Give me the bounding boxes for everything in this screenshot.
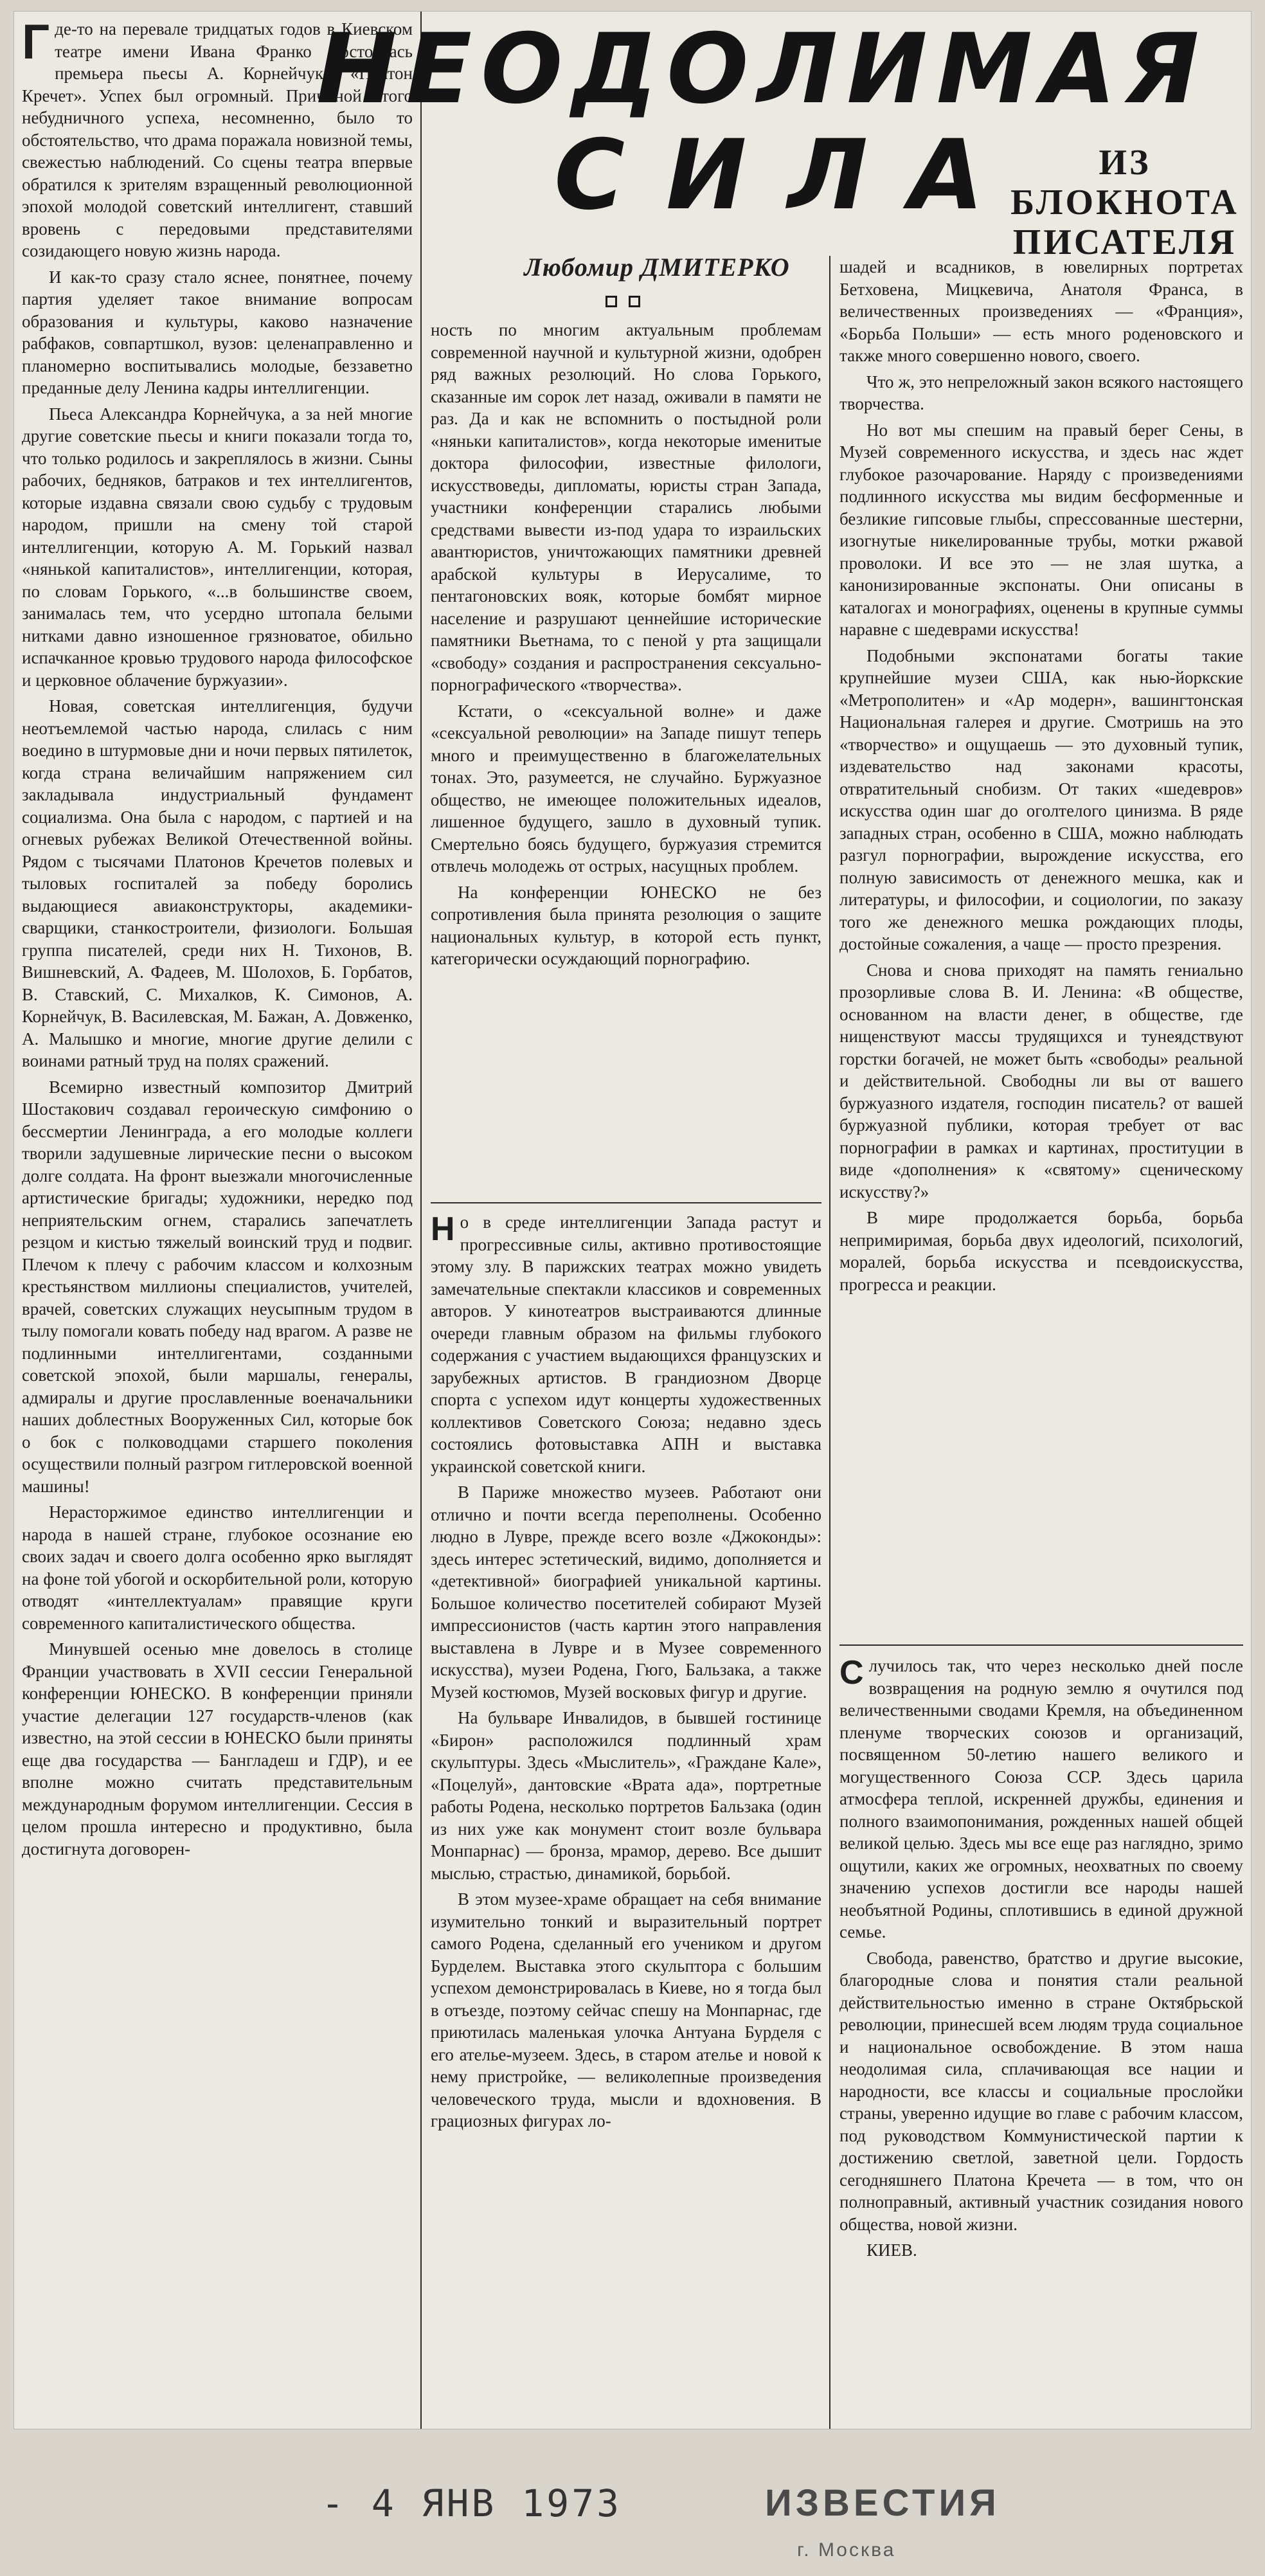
headline-line-1: НЕОДОЛИМАЯ — [316, 14, 1208, 125]
paragraph: Что ж, это непреложный закон всякого настоящего творчества. — [839, 372, 1243, 413]
sign-off: КИЕВ. — [866, 2240, 917, 2260]
paragraph: Нерасторжимое единство интеллигенции и народа в нашей стране, глубокое осознание ею своих задач и своего долга особенно ярко выглядят на фоне той убогой и оскорбительной роли, которую отводят «интеллектуалам» правящие круги современного капиталистического общества. — [22, 1502, 413, 1633]
paragraph-text: о в среде интеллигенции Запада растут и прогрессивные силы, активно противостоящие этому злу. В парижских театрах можно увидеть замечательные спектакли классиков и современных авторов. У кинотеатров выстраиваются длинные очереди главным образом на фильмы глубокого содержания с участием выдающихся французских и зарубежных артистов. В грандиозном Дворце спорта с успехом идут концерты художественных коллективов Советского Союза; недавно здесь состоялись фотовыставка АПН и выставка украинской советской книги. — [431, 1212, 821, 1476]
paragraph — [431, 1211, 821, 1477]
subtitle-line-2: ПИСАТЕЛЯ — [1012, 222, 1237, 262]
ornament-squares — [606, 296, 640, 307]
newspaper-clipping — [14, 12, 1251, 2429]
headline-subtitle — [1003, 143, 1247, 262]
paragraph: В этом музее-храме обращает на себя внимание изумительно тонкий и выразительный портрет самого Родена, сделанный его учеником и другом Бурделем. Выставка этого скульптора с большим успехом демонстрировалась в Киеве, но я тогда был в отъезде, поэтому сейчас спешу на Монпарнас, где приютилась маленькая улочка Антуана Бурделя с его ателье-музеем. Здесь, в старом ателье и новой к нему пристройке, — великолепные произведения человеческого труда, мысли и вдохновения. В грациозных фигурах ло- — [431, 1889, 821, 2130]
drop-cap: Н — [431, 1211, 455, 1248]
paragraph: Новая, советская интеллигенция, будучи неотъемлемой частью народа, слилась с ним воедино в штурмовые дни и ночи первых пятилеток, когда страна величайшим напряжением сил закладывала индустриальный фундамент социализма. Она была с народом, с партией и на огневых рубежах Великой Отечественной войны. Рядом с тысячами Платонов Кречетов полевых и тыловых госпиталей за победу боролись выдающиеся авиаконструкторы, академики-сварщики, станкостроители, физиологи. Большая группа писателей, среди них Н. Тихонов, В. Вишневский, А. Фадеев, М. Шолохов, Б. Горбатов, В. Ставский, С. Михалков, К. Симонов, А. Корнейчук, В. Василевская, М. Бажан, А. Довженко, А. Малышко и многие, многие другие делили с воинами ратный труд на полях сражений. — [22, 696, 413, 1070]
paragraph-text: де-то на перевале тридцатых годов в Киевском театре имени Ивана Франко состоялась премьера пьесы А. Корнейчука «Платон Кречет». Успех был огромный. Причиной этого небудничного успеха, несомненно, было то обстоятельство, что драма поражала новизной темы, свежестью наблюдений. Со сцены театра впервые обратился к зрителям взращенный революционной эпохой молодой советский интеллигент, ставший вровень с передовыми представителями созидающего новую жизнь народа. — [22, 19, 413, 260]
headline-line-2: СИЛА — [554, 120, 1025, 231]
paragraph: Всемирно известный композитор Дмитрий Шостакович создавал героическую симфонию о бессмертии Ленинграда, а его молодые коллеги творили задушевные лирические песни о высоком долге солдата. На фронт выезжали многочисленные артистические бригады; художники, нередко под неприятельским огнем, старались запечатлеть резцом и кистью тяжелый воинский труд и подвиг. Плечом к плечу с рабочим классом и колхозным крестьянством миллионы специалистов, учителей, врачей, советских служащих неусыпным трудом в тылу помогали ковать победу над врагом. А разве не подлинными интеллигентами, созданными советской эпохой, были маршалы, генералы, адмиралы и другие прославленные военачальники наших доблестных Вооруженных Сил, которые бок о бок с полководцами старшего поколения осуществили полный разгром гитлеровской военной машины! — [22, 1077, 413, 1496]
author-byline: Любомир ДМИТЕРКО — [524, 253, 790, 282]
paragraph: Минувшей осенью мне довелось в столице Франции участвовать в XVII сессии Генеральной конференции ЮНЕСКО. В конференции приняли участие делегации 127 государств-членов (как известно, на этой сессии в ЮНЕСКО были приняты еще два государства — Бангладеш и ГДР), и ее вполне можно считать представительным международным форумом интеллигенции. Сессия в целом прошла интересно и продуктивно, была достигнута договорен- — [22, 1639, 413, 1859]
section-divider — [431, 1202, 821, 1203]
paragraph: Кстати, о «сексуальной волне» и даже «сексуальной революции» на Западе пишут теперь много и преимущественно в благожелательных тонах. Это, разумеется, не случайно. Буржуазное общество, не имеющее положительных идеалов, лишенное будущего, зашло в духовный тупик. Смертельно боясь будущего, буржуазия стремится отвлечь молодежь от острых, насущных проблем. — [431, 701, 821, 876]
city-stamp: г. Москва — [797, 2539, 896, 2561]
paragraph: В мире продолжается борьба, борьба непримиримая, борьба двух идеологий, психологий, моралей, борьба искусства и псевдоискусства, прогресса и реакции. — [839, 1208, 1243, 1294]
paragraph-text: лучилось так, что через несколько дней после возвращения на родную землю я очутился под величественными сводами Кремля, на объединенном пленуме творческих союзов и организаций, посвященном 50-летию нашего великого и могущественного Союза ССР. Здесь царила атмосфера теплой, искренней дружбы, единения и полного взаимопонимания, рожденных нашей общей великой целью. Здесь мы все еще раз наглядно, зримо ощутили, каких же огромных, неохватных по своему значению успехов достигли все народы нашей необъятной Родины, сплотившись в единой дружной семье. — [839, 1656, 1243, 1941]
newspaper-stamp: ИЗВЕСТИЯ — [765, 2482, 1000, 2524]
article-column-2-top — [431, 319, 821, 1193]
paragraph: Свобода, равенство, братство и другие высокие, благородные слова и понятия стали реальной действительностью именно в стране Октябрьской революции, принесшей всем людям труда социальное и национальное освобождение. В этом наша неодолимая сила, сплачивающая все нации и народности, все классы и социальные прослойки страны, уверенно идущие во главе с рабочим классом, под руководством Коммунистической партии к достижению светлой, заветной цели. Гордость сегодняшнего Платона Кречета — в том, что он полноправный, активный участник созидания нового общества, новой жизни. — [839, 1948, 1243, 2234]
article-column-2-bottom — [431, 1211, 821, 2429]
subtitle-line-1: ИЗ БЛОКНОТА — [1010, 143, 1239, 222]
column-divider — [829, 256, 830, 2429]
paragraph: Подобными экспонатами богаты такие крупнейшие музеи США, как нью-йоркские «Метрополитен» и «Ар модерн», вашингтонская Национальная галерея и другие. Смотришь на это «творчество» и ощущаешь — это духовный тупик, издевательство над законами красоты, отвратительный снобизм. От таких «шедевров» искусства один шаг до оголтелого цинизма. В ряде западных стран, особенно в США, можно наблюдать разгул порнографии, вырождение искусства, его полную зависимость от денежного мешка, как и литературы, и философии, и социологии, по заказу того же денежного мешка рождающих плоды, достойные сожаления, а чаще — просто презрения. — [839, 645, 1243, 953]
paragraph: На бульваре Инвалидов, в бывшей гостинице «Бирон» расположился подлинный храм скульптуры. Здесь «Мыслитель», «Граждане Кале», «Поцелуй», дантовские «Врата ада», портретные работы Родена, несколько портретов Бальзака (один из них уже как монумент стоит возле бульвара Монпарнас) — бронза, мрамор, дерево. Все дышит мыслью, страстью, динамикой, борьбой. — [431, 1708, 821, 1883]
date-stamp: - 4 ЯНВ 1973 — [321, 2481, 622, 2525]
paragraph: В Париже множество музеев. Работают они отлично и почти всегда переполнены. Особенно людно в Лувре, прежде всего возле «Джоконды»: здесь интерес эстетический, видимо, дополняется и «детективной» биографией уникальной картины. Большое количество посетителей собирают Музей импрессионистов (часть картин этого направления выставлена в Лувре и в Музее современного искусства), музеи Родена, Гюго, Бальзака, а также Музей костюмов, Музей восковых фигур и другие. — [431, 1482, 821, 1702]
paragraph: шадей и всадников, в ювелирных портретах Бетховена, Мицкевича, Анатоля Франса, в величественных произведениях — «Франция», «Борьба Польши» — есть много роденовского и также много совершенно нового, своего. — [839, 257, 1243, 365]
paragraph: На конференции ЮНЕСКО не без сопротивления была принята резолюция о защите национальных культур, в которой есть пункт, категорически осуждающий порнографию. — [431, 882, 821, 968]
paragraph: ность по многим актуальным проблемам современной научной и культурной жизни, одобрен ряд важных резолюций. Но слова Горького, сказанные им сорок лет назад, оживали в памяти не раз. Да и как не вспомнить о постыдной роли «няньки капиталистов», когда некоторые именитые доктора философии, известные филологи, искусствоведы, дипломаты, юристы стран Запада, участники конференции старались любыми средствами вывести из-под удара то израильских авантюристов, уничтожающих памятники древней арабской культуры в Иерусалиме, то пентагоновских вояк, которые бомбят мирное население и разрушают ценнейшие исторические памятники Вьетнама, то с пеной у рта защищали «свободу» создания и распространения сексуально-порнографического «творчества». — [431, 320, 821, 694]
article-column-3-bottom — [839, 1655, 1243, 2429]
article-column-3-top — [839, 256, 1243, 1638]
article-column-1 — [22, 18, 413, 2429]
drop-cap: Г — [22, 18, 50, 69]
drop-cap: С — [839, 1655, 864, 1691]
section-divider — [839, 1644, 1243, 1646]
paragraph: Пьеса Александра Корнейчука, а за ней многие другие советские пьесы и книги показали тогда то, что только родилось и закреплялось в жизни. Сыны рабочих, бедняков, батраков и тех интеллигентов, которые издавна связали свою судьбу с трудовым народом, пришли на смену той старой интеллигенции, которую А. М. Горький назвал «нянькой капиталистов», интеллигенции, которая, по словам Горького, «...в большинстве своем, занималась тем, что усердно штопала белыми нитками давно изношенное грязноватое, обильно испачканное кровью трудового народа философское и церковное облачение буржуазии». — [22, 404, 413, 690]
column-divider — [420, 12, 422, 2429]
paragraph: Снова и снова приходят на память гениально прозорливые слова В. И. Ленина: «В обществе, основанном на власти денег, в обществе, где нищенствуют массы трудящихся и тунеядствуют горстки богачей, не может быть «свободы» реальной и действительной. Свободны ли вы от вашего буржуазного издателя, господин писатель? от вашей буржуазной публики, которая требует от вас порнографии в рамках и картинах, проституции в виде «дополнения» к «святому» сценическому искусству?» — [839, 960, 1243, 1202]
paragraph: Но вот мы спешим на правый берег Сены, в Музей современного искусства, и здесь нас ждет глубокое разочарование. Наряду с произведениями подлинного искусства мы видим бесформенные и безликие гипсовые глыбы, спрессованные шестерни, изогнутые никелированные трубы, мотки ржавой проволоки. И все это — не злая шутка, а канонизированные экспонаты. Они описаны в каталогах и монографиях, оценены в крупные суммы наравне с шедеврами искусства! — [839, 420, 1243, 639]
paragraph: И как-то сразу стало яснее, понятнее, почему партия уделяет такое внимание вопросам образования и культуры, каково назначение рабфаков, совпартшкол, вузов: целенаправленно и планомерно воспитывались молодые, беззаветно преданные делу Ленина кадры интеллигенции. — [22, 267, 413, 397]
paragraph — [839, 1655, 1243, 1943]
